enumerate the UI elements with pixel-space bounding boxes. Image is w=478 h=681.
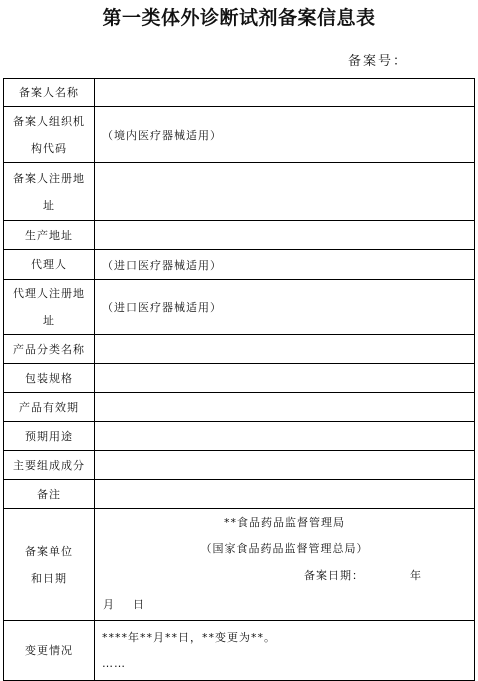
change-value (95, 621, 475, 681)
label-line: 址 (43, 198, 55, 212)
label-line: 备案单位 (25, 544, 73, 558)
table-row (4, 364, 475, 393)
dept-name: **食品药品监督管理局 (224, 515, 345, 529)
filing-unit-label (4, 509, 95, 621)
filer-address-value (95, 163, 475, 221)
production-address-label: 生产地址 (4, 221, 95, 250)
main-components-value (95, 451, 475, 480)
filer-org-code-value: （境内医疗器械适用） (95, 107, 475, 163)
table-row (4, 163, 475, 221)
agent-address-value: （进口医疗器械适用） (95, 280, 475, 335)
product-category-value (95, 335, 475, 364)
change-label: 变更情况 (4, 621, 95, 681)
label-line: 构代码 (31, 141, 67, 155)
record-number-label: 备案号： (347, 54, 408, 69)
filer-org-code-label (4, 107, 95, 163)
month-day-line (95, 590, 474, 620)
table-row (4, 79, 475, 107)
shelf-life-label: 产品有效期 (4, 393, 95, 422)
label-line: 备案人注册地 (13, 171, 85, 185)
product-category-label: 产品分类名称 (4, 335, 95, 364)
label-line: 备案人组织机 (13, 114, 85, 128)
table-row (4, 422, 475, 451)
table-row (4, 335, 475, 364)
remarks-label: 备注 (4, 480, 95, 509)
change-ellipsis: …… (102, 656, 126, 670)
package-spec-value (95, 364, 475, 393)
filing-date-label: 备案日期： (304, 568, 364, 582)
year-label: 年 (410, 568, 422, 582)
filer-name-label: 备案人名称 (4, 79, 95, 107)
label-line: 代理人注册地 (13, 287, 85, 300)
table-row (4, 250, 475, 280)
dept-block (95, 510, 474, 562)
table-row (4, 621, 475, 681)
filing-unit-value (95, 509, 475, 621)
filing-info-table (3, 78, 475, 681)
label-line: 址 (43, 314, 55, 327)
table-row (4, 509, 475, 621)
package-spec-label: 包装规格 (4, 364, 95, 393)
table-row (4, 451, 475, 480)
filer-name-value (95, 79, 475, 107)
table-row (4, 107, 475, 163)
month-label: 月 (103, 597, 115, 611)
table-row (4, 221, 475, 250)
table-row (4, 480, 475, 509)
production-address-value (95, 221, 475, 250)
table-row (4, 393, 475, 422)
intended-use-label: 预期用途 (4, 422, 95, 451)
label-line: 和日期 (31, 571, 67, 585)
intended-use-value (95, 422, 475, 451)
agent-address-label (4, 280, 95, 335)
agent-value: （进口医疗器械适用） (95, 250, 475, 280)
agent-label: 代理人 (4, 250, 95, 280)
table-row (4, 280, 475, 335)
remarks-value (95, 480, 475, 509)
page-title: 第一类体外诊断试剂备案信息表 (102, 7, 376, 29)
shelf-life-value (95, 393, 475, 422)
change-entry: ****年**月**日，**变更为**。 (102, 630, 276, 644)
filer-address-label (4, 163, 95, 221)
main-components-label: 主要组成成分 (4, 451, 95, 480)
filing-date-line (95, 562, 474, 590)
dept-parent: （国家食品药品监督管理总局） (200, 541, 369, 555)
day-label: 日 (133, 597, 145, 611)
